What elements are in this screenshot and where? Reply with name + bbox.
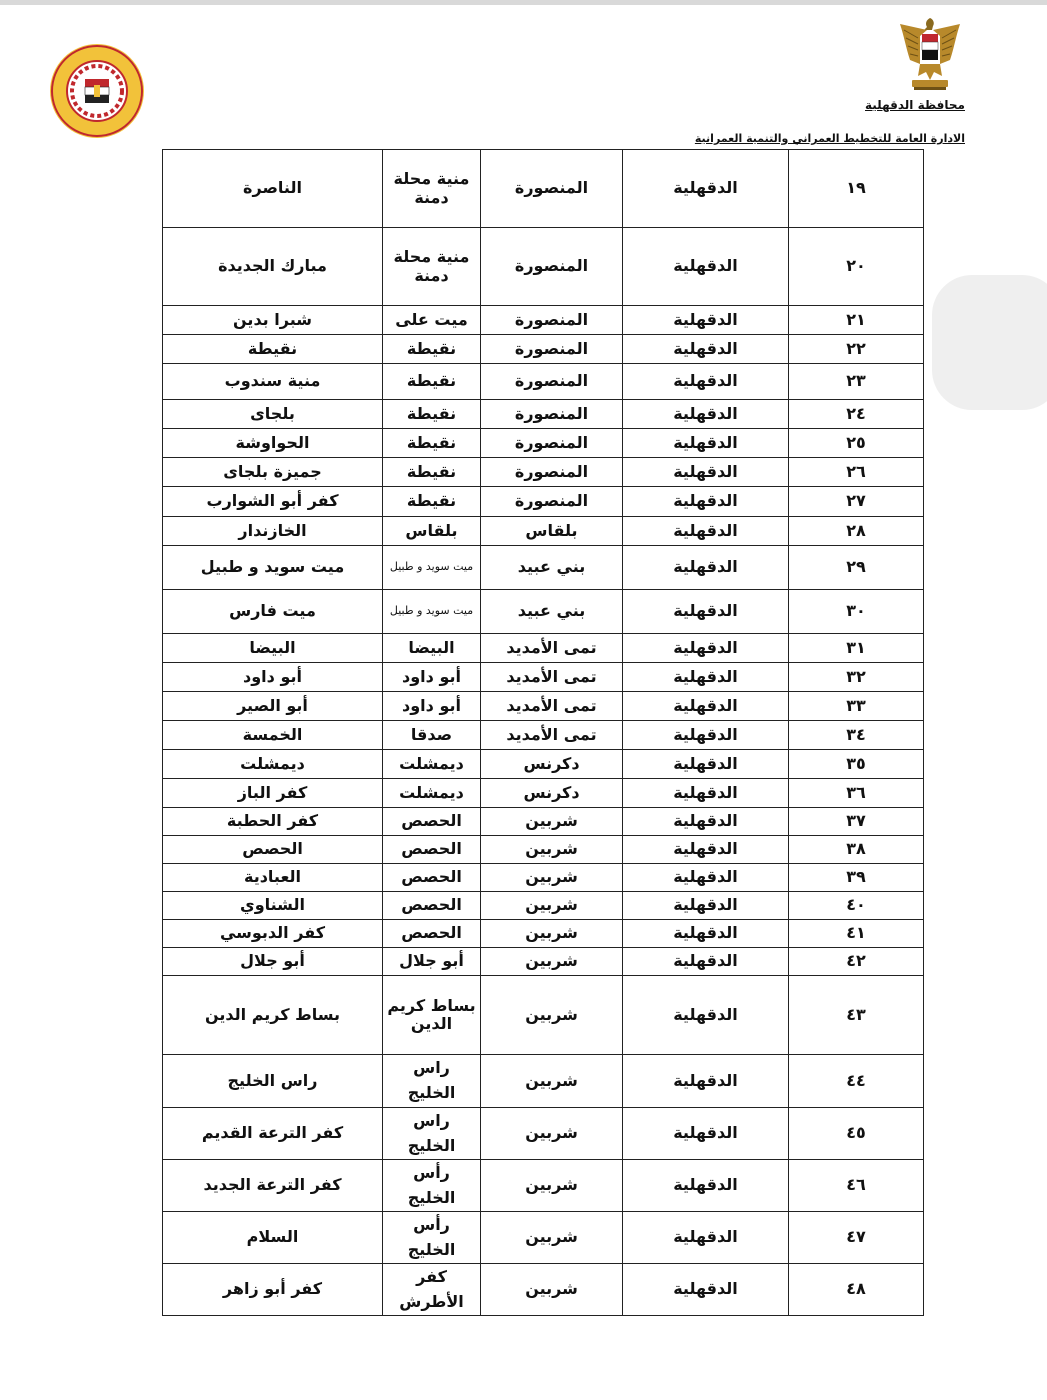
center-cell: شربين <box>481 1264 623 1316</box>
village-cell: الخازندار <box>163 517 383 546</box>
center-cell: شربين <box>481 1055 623 1108</box>
row-number: ٣١ <box>789 634 924 663</box>
village-cell: كفر أبو الشوارب <box>163 487 383 517</box>
center-cell: شربين <box>481 976 623 1055</box>
village-cell: ميت فارس <box>163 590 383 634</box>
table-row <box>163 150 924 228</box>
local-unit-cell: رأس الخليج <box>383 1212 481 1264</box>
governorate-cell: الدقهلية <box>623 590 789 634</box>
center-cell: المنصورة <box>481 306 623 335</box>
table-row <box>163 458 924 487</box>
row-number: ٢٧ <box>789 487 924 517</box>
local-unit-cell: أبو جلال <box>383 948 481 976</box>
village-cell: الخمسة <box>163 721 383 750</box>
governorate-cell: الدقهلية <box>623 721 789 750</box>
governorate-cell: الدقهلية <box>623 1264 789 1316</box>
governorate-cell: الدقهلية <box>623 808 789 836</box>
center-cell: المنصورة <box>481 364 623 400</box>
village-cell: ديمشلت <box>163 750 383 779</box>
local-unit-cell: أبو داود <box>383 663 481 692</box>
governorate-cell: الدقهلية <box>623 663 789 692</box>
governorate-cell: الدقهلية <box>623 976 789 1055</box>
table-row <box>163 1055 924 1108</box>
center-cell: شربين <box>481 920 623 948</box>
village-cell: جميزة بلجاى <box>163 458 383 487</box>
center-cell: بني عبيد <box>481 590 623 634</box>
village-cell: كفر الباز <box>163 779 383 808</box>
top-border <box>0 0 1047 5</box>
table-row <box>163 779 924 808</box>
row-number: ٤٦ <box>789 1160 924 1212</box>
row-number: ٢٢ <box>789 335 924 364</box>
governorate-cell: الدقهلية <box>623 364 789 400</box>
village-cell: بساط كريم الدين <box>163 976 383 1055</box>
local-unit-cell: نقيطة <box>383 400 481 429</box>
table-row <box>163 634 924 663</box>
local-unit-cell: ديمشلت <box>383 779 481 808</box>
table-row <box>163 692 924 721</box>
center-cell: شربين <box>481 808 623 836</box>
governorate-cell: الدقهلية <box>623 864 789 892</box>
table-row <box>163 400 924 429</box>
local-unit-cell: ميت سويد و طبيل <box>383 546 481 590</box>
table-row <box>163 1212 924 1264</box>
center-cell: شربين <box>481 1212 623 1264</box>
department-name: الادارة العامة للتخطيط العمراني والتنمية العمرانية <box>694 132 965 145</box>
table-row <box>163 590 924 634</box>
local-unit-cell: منية محلة دمنة <box>383 228 481 306</box>
center-cell: المنصورة <box>481 228 623 306</box>
center-cell: المنصورة <box>481 429 623 458</box>
governorate-cell: الدقهلية <box>623 150 789 228</box>
center-cell: شربين <box>481 1108 623 1160</box>
local-unit-cell: رأس الخليج <box>383 1160 481 1212</box>
row-number: ٤٣ <box>789 976 924 1055</box>
local-unit-cell: الحصص <box>383 892 481 920</box>
table-row <box>163 864 924 892</box>
governorate-cell: الدقهلية <box>623 634 789 663</box>
village-cell: أبو جلال <box>163 948 383 976</box>
center-cell: بني عبيد <box>481 546 623 590</box>
governorate-cell: الدقهلية <box>623 306 789 335</box>
local-unit-cell: البيضا <box>383 634 481 663</box>
row-number: ٣٩ <box>789 864 924 892</box>
center-cell: تمى الأمديد <box>481 663 623 692</box>
village-cell: السلام <box>163 1212 383 1264</box>
table-row <box>163 721 924 750</box>
row-number: ٤٠ <box>789 892 924 920</box>
row-number: ٣٥ <box>789 750 924 779</box>
villages-table-body <box>163 150 924 1316</box>
village-cell: الحواوشة <box>163 429 383 458</box>
row-number: ٣٢ <box>789 663 924 692</box>
governorate-cell: الدقهلية <box>623 836 789 864</box>
center-cell: المنصورة <box>481 150 623 228</box>
local-unit-cell: ميت على <box>383 306 481 335</box>
row-number: ٤٨ <box>789 1264 924 1316</box>
village-cell: الشناوي <box>163 892 383 920</box>
row-number: ١٩ <box>789 150 924 228</box>
row-number: ٣٣ <box>789 692 924 721</box>
local-unit-cell: نقيطة <box>383 458 481 487</box>
table-row <box>163 335 924 364</box>
row-number: ٢٨ <box>789 517 924 546</box>
row-number: ٣٧ <box>789 808 924 836</box>
center-cell: المنصورة <box>481 458 623 487</box>
local-unit-cell: راس الخليج <box>383 1108 481 1160</box>
local-unit-cell: الحصص <box>383 808 481 836</box>
table-row <box>163 306 924 335</box>
row-number: ٤٥ <box>789 1108 924 1160</box>
table-row <box>163 920 924 948</box>
village-cell: أبو الصير <box>163 692 383 721</box>
governorate-cell: الدقهلية <box>623 750 789 779</box>
table-row <box>163 1108 924 1160</box>
table-row <box>163 1160 924 1212</box>
local-unit-cell: راس الخليج <box>383 1055 481 1108</box>
center-cell: شربين <box>481 1160 623 1212</box>
row-number: ٤٧ <box>789 1212 924 1264</box>
row-number: ٢٥ <box>789 429 924 458</box>
village-cell: الحصص <box>163 836 383 864</box>
table-row <box>163 976 924 1055</box>
table-row <box>163 808 924 836</box>
center-cell: دكرنس <box>481 779 623 808</box>
table-row <box>163 836 924 864</box>
local-unit-cell: ديمشلت <box>383 750 481 779</box>
row-number: ٣٦ <box>789 779 924 808</box>
governorate-name: محافظة الدقهلية <box>865 98 965 112</box>
village-cell: كفر الترعة القديم <box>163 1108 383 1160</box>
governorate-cell: الدقهلية <box>623 546 789 590</box>
center-cell: شربين <box>481 892 623 920</box>
local-unit-cell: أبو داود <box>383 692 481 721</box>
village-cell: شبرا بدين <box>163 306 383 335</box>
center-cell: المنصورة <box>481 487 623 517</box>
governorate-cell: الدقهلية <box>623 487 789 517</box>
governorate-cell: الدقهلية <box>623 948 789 976</box>
governorate-seal-logo <box>49 43 145 139</box>
local-unit-cell: كفر الأطرش <box>383 1264 481 1316</box>
village-cell: كفر أبو زاهر <box>163 1264 383 1316</box>
scan-shadow <box>932 275 1047 410</box>
local-unit-cell: نقيطة <box>383 335 481 364</box>
local-unit-cell: الحصص <box>383 864 481 892</box>
local-unit-cell: صدقا <box>383 721 481 750</box>
center-cell: شربين <box>481 948 623 976</box>
village-cell: نقيطة <box>163 335 383 364</box>
row-number: ٢٣ <box>789 364 924 400</box>
table-row <box>163 948 924 976</box>
local-unit-cell: الحصص <box>383 836 481 864</box>
local-unit-cell: نقيطة <box>383 429 481 458</box>
villages-table <box>162 149 924 1316</box>
row-number: ٢١ <box>789 306 924 335</box>
table-row <box>163 429 924 458</box>
center-cell: شربين <box>481 864 623 892</box>
village-cell: بلجاى <box>163 400 383 429</box>
governorate-cell: الدقهلية <box>623 335 789 364</box>
row-number: ٤٢ <box>789 948 924 976</box>
row-number: ٣٤ <box>789 721 924 750</box>
governorate-cell: الدقهلية <box>623 920 789 948</box>
governorate-cell: الدقهلية <box>623 1160 789 1212</box>
egypt-eagle-emblem-logo <box>896 14 964 94</box>
governorate-cell: الدقهلية <box>623 1212 789 1264</box>
row-number: ٢٦ <box>789 458 924 487</box>
governorate-cell: الدقهلية <box>623 517 789 546</box>
row-number: ٤٤ <box>789 1055 924 1108</box>
governorate-cell: الدقهلية <box>623 692 789 721</box>
row-number: ٢٩ <box>789 546 924 590</box>
row-number: ٣٨ <box>789 836 924 864</box>
governorate-cell: الدقهلية <box>623 458 789 487</box>
center-cell: المنصورة <box>481 400 623 429</box>
row-number: ٢٠ <box>789 228 924 306</box>
village-cell: الناصرة <box>163 150 383 228</box>
row-number: ٣٠ <box>789 590 924 634</box>
table-row <box>163 228 924 306</box>
table-row <box>163 1264 924 1316</box>
local-unit-cell: منية محلة دمنة <box>383 150 481 228</box>
local-unit-cell: نقيطة <box>383 487 481 517</box>
village-cell: كفر الترعة الجديد <box>163 1160 383 1212</box>
center-cell: تمى الأمديد <box>481 721 623 750</box>
center-cell: المنصورة <box>481 335 623 364</box>
local-unit-cell: نقيطة <box>383 364 481 400</box>
local-unit-cell: الحصص <box>383 920 481 948</box>
table-row <box>163 487 924 517</box>
center-cell: تمى الأمديد <box>481 692 623 721</box>
governorate-cell: الدقهلية <box>623 1108 789 1160</box>
village-cell: أبو داود <box>163 663 383 692</box>
village-cell: مبارك الجديدة <box>163 228 383 306</box>
row-number: ٢٤ <box>789 400 924 429</box>
table-row <box>163 546 924 590</box>
village-cell: كفر الحطبة <box>163 808 383 836</box>
governorate-cell: الدقهلية <box>623 429 789 458</box>
governorate-cell: الدقهلية <box>623 228 789 306</box>
local-unit-cell: بلقاس <box>383 517 481 546</box>
village-cell: ميت سويد و طبيل <box>163 546 383 590</box>
governorate-cell: الدقهلية <box>623 779 789 808</box>
table-row <box>163 364 924 400</box>
village-cell: كفر الدبوسي <box>163 920 383 948</box>
center-cell: دكرنس <box>481 750 623 779</box>
center-cell: بلقاس <box>481 517 623 546</box>
governorate-cell: الدقهلية <box>623 400 789 429</box>
village-cell: العبادية <box>163 864 383 892</box>
governorate-cell: الدقهلية <box>623 1055 789 1108</box>
table-row <box>163 750 924 779</box>
village-cell: راس الخليج <box>163 1055 383 1108</box>
table-row <box>163 663 924 692</box>
table-row <box>163 517 924 546</box>
village-cell: البيضا <box>163 634 383 663</box>
center-cell: شربين <box>481 836 623 864</box>
local-unit-cell: ميت سويد و طبيل <box>383 590 481 634</box>
row-number: ٤١ <box>789 920 924 948</box>
table-row <box>163 892 924 920</box>
governorate-cell: الدقهلية <box>623 892 789 920</box>
center-cell: تمى الأمديد <box>481 634 623 663</box>
local-unit-cell: بساط كريم الدين <box>383 976 481 1055</box>
village-cell: منية سندوب <box>163 364 383 400</box>
